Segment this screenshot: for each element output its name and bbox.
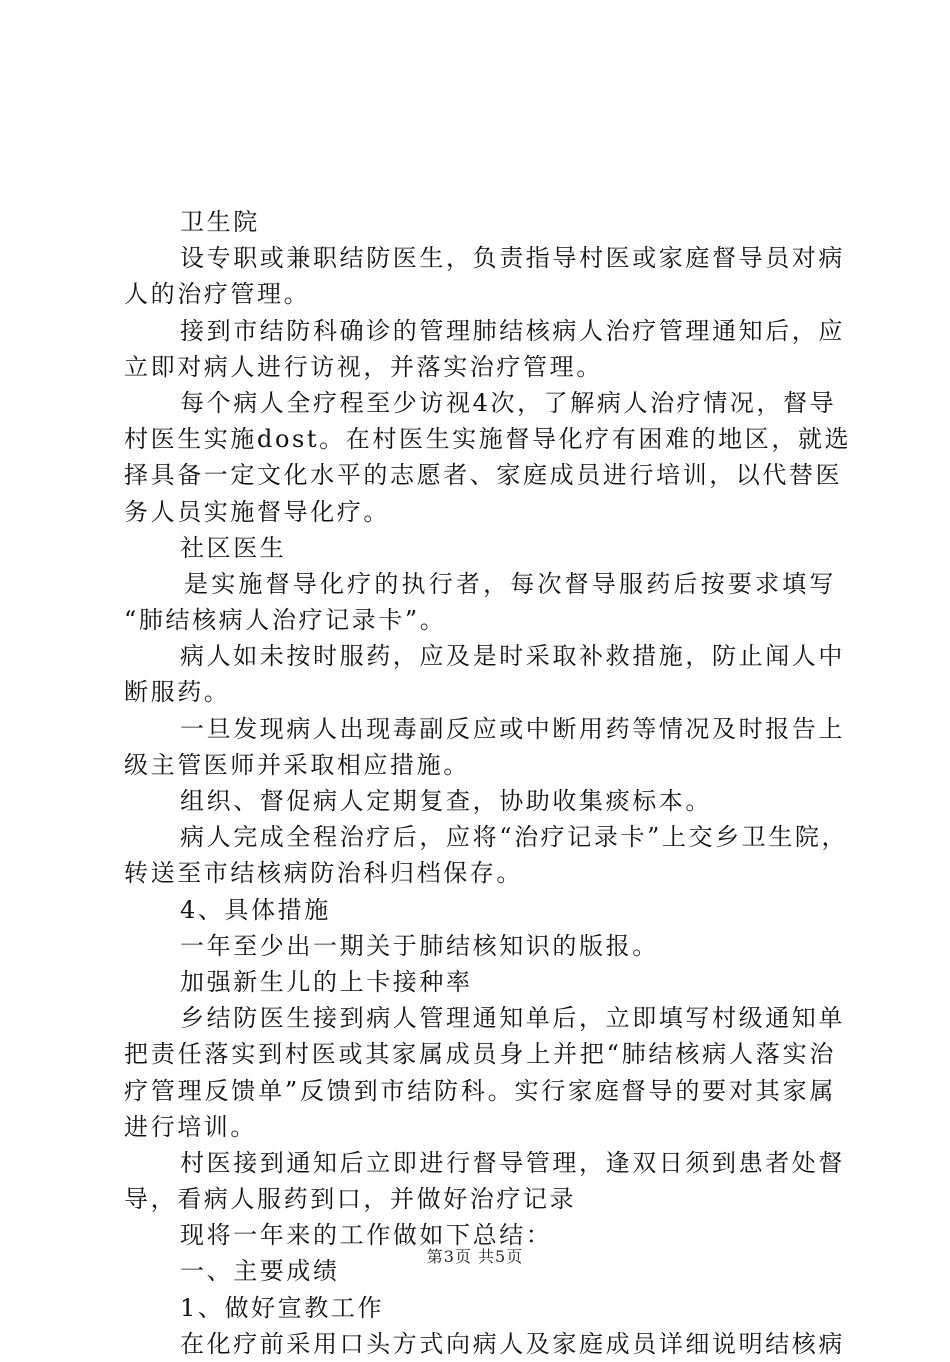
paragraph-line: 村医生实施dost。在村医生实施督导化疗有困难的地区，就选 <box>124 425 852 454</box>
paragraph-line: 疗管理反馈单”反馈到市结防科。实行家庭督导的要对其家属 <box>124 1076 836 1105</box>
paragraph-line: 组织、督促病人定期复查，协助收集痰标本。 <box>180 787 712 815</box>
paragraph-line: 设专职或兼职结防医生，负责指导村医或家庭督导员对病 <box>180 244 845 273</box>
section-heading: 卫生院 <box>180 208 260 236</box>
paragraph-line: 一旦发现病人出现毒副反应或中断用药等情况及时报告上 <box>180 714 845 743</box>
paragraph-line: 断服药。 <box>124 678 231 707</box>
section-heading: 一、主要成绩 <box>180 1257 340 1286</box>
paragraph-line: 人的治疗管理。 <box>124 280 311 309</box>
paragraph-line: 在化疗前采用口头方式向病人及家庭成员详细说明结核病 <box>180 1329 845 1358</box>
paragraph-line: “肺结核病人治疗记录卡”。 <box>124 606 447 635</box>
paragraph-line: 乡结防医生接到病人管理通知单后，立即填写村级通知单 <box>180 1004 845 1033</box>
section-heading: 1、做好宣教工作 <box>180 1293 385 1322</box>
paragraph-line: 进行培训。 <box>124 1112 257 1141</box>
paragraph-line: 接到市结防科确诊的管理肺结核病人治疗管理通知后，应 <box>180 316 845 345</box>
paragraph-line: 病人如未按时服药，应及是时采取补救措施，防止闻人中 <box>180 642 845 671</box>
document-body <box>124 204 852 1362</box>
paragraph-line: 把责任落实到村医或其家属成员身上并把“肺结核病人落实治 <box>124 1040 836 1069</box>
paragraph-line: 择具备一定文化水平的志愿者、家庭成员进行培训，以代替医 <box>124 461 843 490</box>
page-number-footer: 第3页 共5页 <box>426 1247 524 1266</box>
paragraph-line: 立即对病人进行访视，并落实治疗管理。 <box>124 352 603 381</box>
paragraph-line: 导，看病人服药到口，并做好治疗记录 <box>124 1185 577 1214</box>
paragraph-line: 是实施督导化疗的执行者，每次督导服药后按要求填写 <box>184 569 836 598</box>
section-heading: 4、具体措施 <box>180 895 331 924</box>
paragraph-line: 村医接到通知后立即进行督导管理，逢双日须到患者处督 <box>180 1148 845 1177</box>
paragraph-line: 务人员实施督导化疗。 <box>124 497 390 526</box>
section-heading: 社区医生 <box>180 533 287 562</box>
paragraph-line: 现将一年来的工作做如下总结： <box>180 1221 553 1250</box>
paragraph-line: 转送至市结核病防治科归档保存。 <box>124 859 523 888</box>
paragraph-line: 级主管医师并采取相应措施。 <box>124 750 470 779</box>
paragraph-line: 一年至少出一期关于肺结核知识的版报。 <box>180 931 659 960</box>
paragraph-line: 病人完成全程治疗后，应将“治疗记录卡”上交乡卫生院， <box>180 823 849 852</box>
paragraph-line: 每个病人全疗程至少访视4次，了解病人治疗情况，督导 <box>180 388 837 417</box>
paragraph-line: 加强新生儿的上卡接种率 <box>180 967 473 996</box>
